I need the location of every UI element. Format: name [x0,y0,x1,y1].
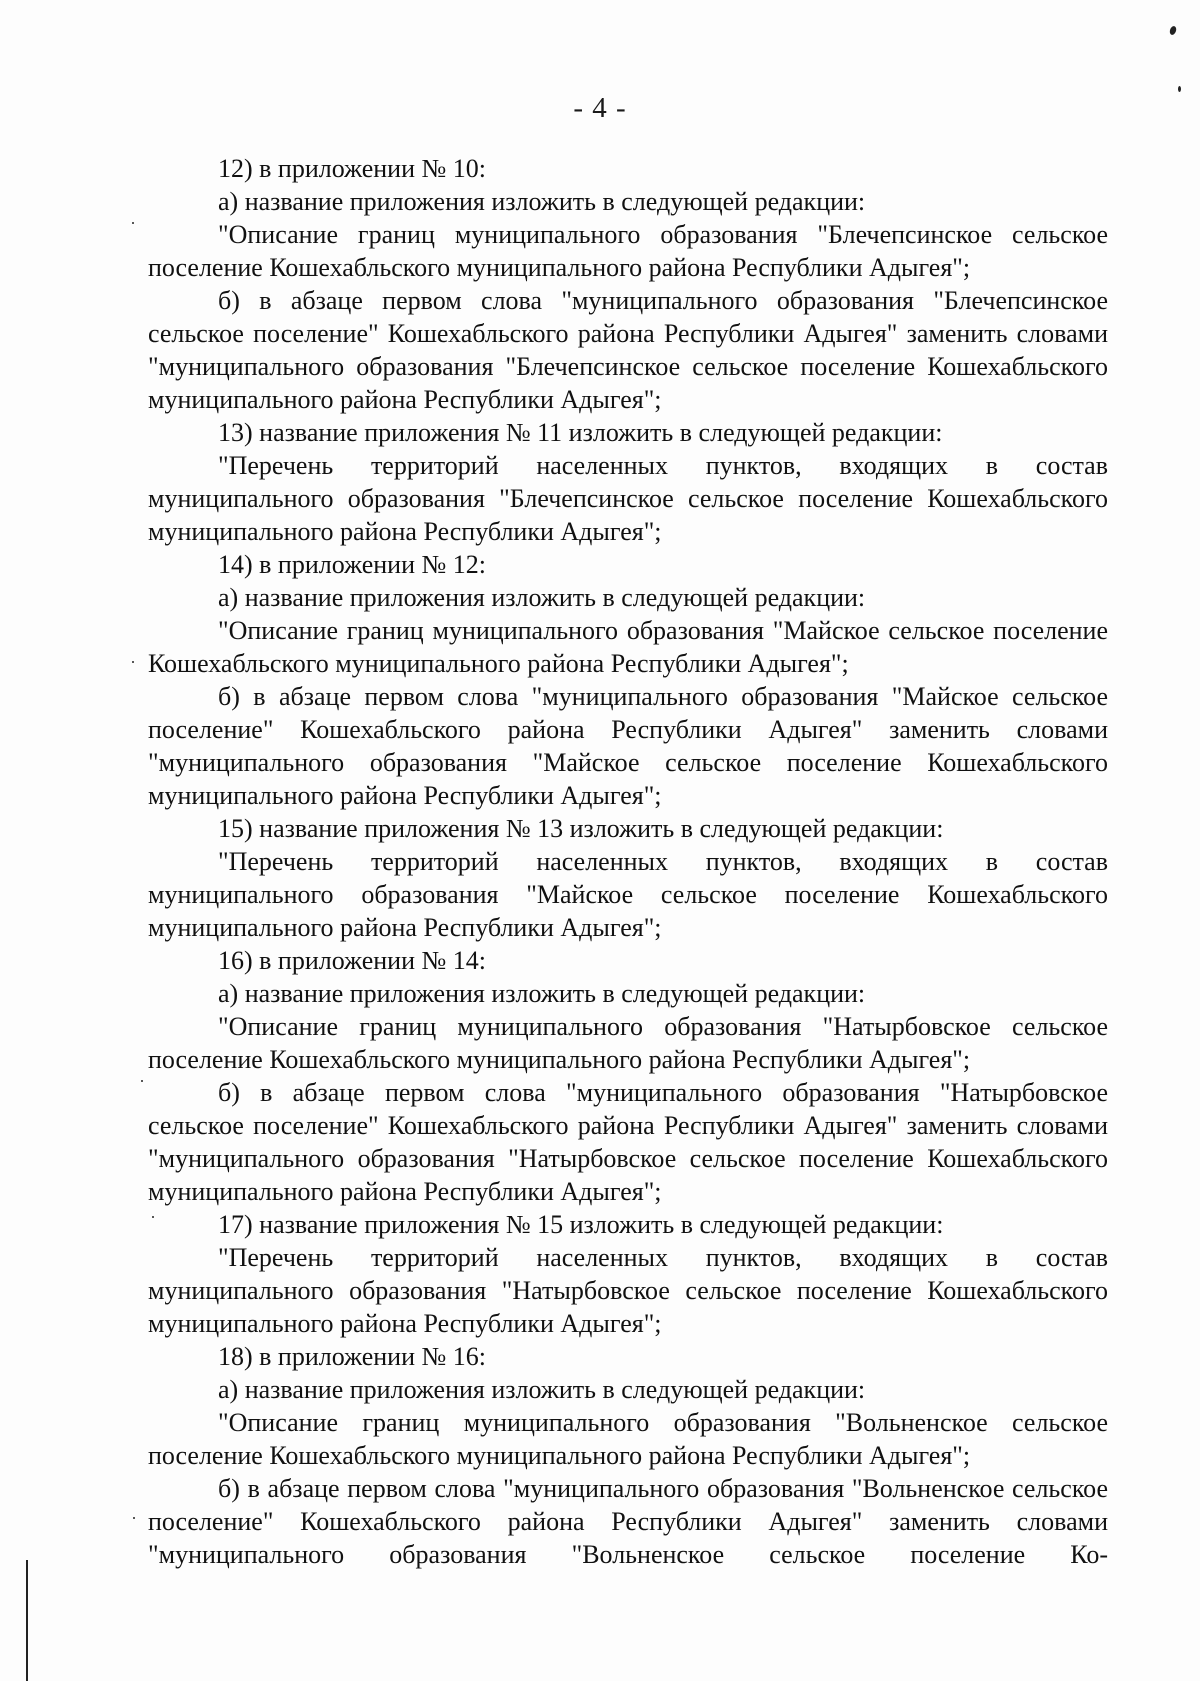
paragraph-quote: "Описание границ муниципального образования "Натырбовское сельское поселение Кошехабльского муниципального района Республики Адыгея"; [148,1012,1108,1074]
paragraph-item-17: 17) название приложения № 15 изложить в следующей редакции: [218,1210,944,1239]
paragraph-subitem-b: б) в абзаце первом слова "муниципального образования "Блечепсинское сельское поселение" Кошехабльского района Республики Адыгея" заменить словами "муниципального образования "Блечепсинское сельское поселение Кошехабльского муниципального района Республики Адыгея"; [148,286,1108,414]
paragraph-subitem-a: а) название приложения изложить в следующей редакции: [218,979,866,1008]
paragraph-subitem-b: б) в абзаце первом слова "муниципального образования "Натырбовское сельское поселение" Кошехабльского района Республики Адыгея" заменить словами "муниципального образования "Натырбовское сельское поселение Кошехабльского муниципального района Республики Адыгея"; [148,1078,1108,1206]
paragraph-item-15: 15) название приложения № 13 изложить в следующей редакции: [218,814,944,843]
scan-edge-line [26,1560,28,1681]
paragraph-quote: "Описание границ муниципального образования "Майское сельское поселение Кошехабльского муниципального района Республики Адыгея"; [148,616,1108,678]
page-number: - 4 - [573,92,627,124]
scan-speck [1169,25,1178,36]
paragraph-quote: "Перечень территорий населенных пунктов, входящих в состав муниципального образования "Майское сельское поселение Кошехабльского муниципального района Республики Адыгея"; [148,847,1108,942]
scan-speck [133,1517,135,1519]
paragraph-item-13: 13) название приложения № 11 изложить в следующей редакции: [218,418,943,447]
paragraph-quote: "Описание границ муниципального образования "Блечепсинское сельское поселение Кошехабльского муниципального района Республики Адыгея"; [148,220,1108,282]
paragraph-item-14: 14) в приложении № 12: [218,550,487,579]
paragraph-quote: "Перечень территорий населенных пунктов, входящих в состав муниципального образования "Блечепсинское сельское поселение Кошехабльского муниципального района Республики Адыгея"; [148,451,1108,546]
paragraph-quote: "Перечень территорий населенных пунктов, входящих в состав муниципального образования "Натырбовское сельское поселение Кошехабльского муниципального района Республики Адыгея"; [148,1243,1108,1338]
scan-speck [132,222,134,224]
paragraph-item-18: 18) в приложении № 16: [218,1342,487,1371]
paragraph-subitem-a: а) название приложения изложить в следующей редакции: [218,1375,866,1404]
paragraph-subitem-b: б) в абзаце первом слова "муниципального образования "Вольненское сельское поселение" Кошехабльского района Республики Адыгея" заменить словами "муниципального образования "Вольненское сельское поселение Ко- [148,1474,1108,1569]
paragraph-item-12: 12) в приложении № 10: [218,154,487,183]
scan-speck [132,661,134,663]
scan-speck [141,1080,143,1082]
paragraph-subitem-a: а) название приложения изложить в следующей редакции: [218,583,866,612]
document-body [148,152,1108,1571]
paragraph-item-16: 16) в приложении № 14: [218,946,487,975]
paragraph-subitem-b: б) в абзаце первом слова "муниципального образования "Майское сельское поселение" Кошехабльского района Республики Адыгея" заменить словами "муниципального образования "Майское сельское поселение Кошехабльского муниципального района Республики Адыгея"; [148,682,1108,810]
paragraph-subitem-a: а) название приложения изложить в следующей редакции: [218,187,866,216]
paragraph-quote: "Описание границ муниципального образования "Вольненское сельское поселение Кошехабльского муниципального района Республики Адыгея"; [148,1408,1108,1470]
